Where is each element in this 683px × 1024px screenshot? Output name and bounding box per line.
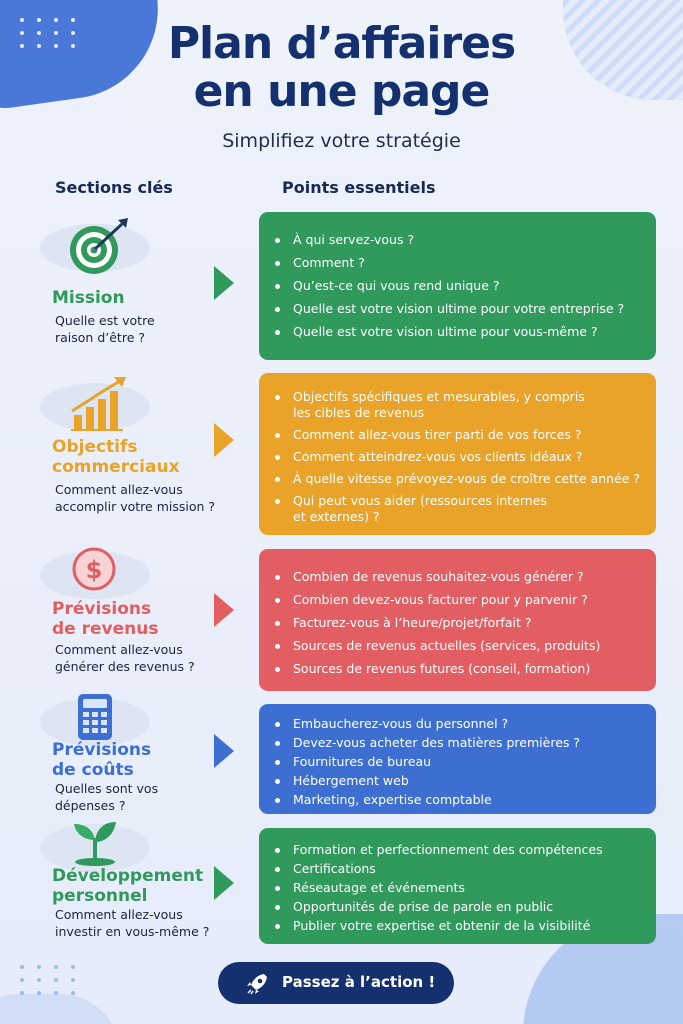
target-icon: [68, 216, 132, 278]
revenus-question: Comment allez-vous générer des revenus ?: [55, 642, 195, 674]
column-heading-points: Points essentiels: [282, 178, 436, 197]
page-subtitle: Simplifiez votre stratégie: [222, 130, 461, 152]
list-item: Sources de revenus futures (conseil, formation): [275, 661, 644, 677]
mission-card: [259, 212, 656, 360]
developpement-card: [259, 828, 656, 944]
rocket-icon: [244, 971, 270, 997]
dollar-coin-icon: [68, 543, 132, 605]
mission-points: [275, 232, 644, 340]
objectifs-arrow-icon: [214, 423, 234, 457]
objectifs-title: Objectifs commerciaux: [52, 437, 180, 477]
list-item: Quelle est votre vision ultime pour votre entreprise ?: [275, 301, 644, 317]
svg-text:$: $: [85, 556, 103, 584]
list-item: Embaucherez-vous du personnel ?: [275, 716, 644, 732]
list-item: Marketing, expertise comptable: [275, 792, 644, 808]
list-item: Fournitures de bureau: [275, 754, 644, 770]
call-to-action-button[interactable]: [218, 962, 454, 1004]
title-line-2: en une page: [193, 66, 490, 117]
developpement-points: [275, 842, 644, 934]
mission-arrow-icon: [214, 266, 234, 300]
title-line-1: Plan d’affaires: [167, 18, 516, 69]
page-title: [0, 20, 683, 116]
call-to-action-label: Passez à l’action !: [282, 973, 436, 991]
list-item: Qui peut vous aider (ressources internes et externes) ?: [275, 493, 644, 525]
growth-chart-icon: [68, 375, 132, 437]
mission-title: Mission: [52, 288, 125, 308]
mission-question: Quelle est votre raison d’être ?: [55, 313, 155, 345]
list-item: Comment atteindrez-vous vos clients idéaux ?: [275, 449, 644, 465]
list-item: Quelle est votre vision ultime pour vous-même ?: [275, 324, 644, 340]
list-item: Objectifs spécifiques et mesurables, y compris les cibles de revenus: [275, 389, 644, 421]
developpement-arrow-icon: [214, 866, 234, 900]
list-item: Qu’est-ce qui vous rend unique ?: [275, 278, 644, 294]
list-item: Hébergement web: [275, 773, 644, 789]
list-item: Combien de revenus souhaitez-vous générer ?: [275, 569, 644, 585]
list-item: À qui servez-vous ?: [275, 232, 644, 248]
revenus-title: Prévisions de revenus: [52, 599, 159, 639]
objectifs-points: [275, 389, 644, 525]
developpement-title: Développement personnel: [52, 866, 204, 906]
list-item: À quelle vitesse prévoyez-vous de croître cette année ?: [275, 471, 644, 487]
list-item: Certifications: [275, 861, 644, 877]
list-item: Réseautage et événements: [275, 880, 644, 896]
list-item: Combien devez-vous facturer pour y parvenir ?: [275, 592, 644, 608]
mission-icon-wrap: [40, 216, 160, 278]
list-item: Comment ?: [275, 255, 644, 271]
column-heading-sections: Sections clés: [55, 178, 173, 197]
revenus-icon-wrap: [40, 543, 160, 605]
objectifs-question: Comment allez-vous accomplir votre mission ?: [55, 482, 216, 514]
list-item: Formation et perfectionnement des compétences: [275, 842, 644, 858]
decorative-blob-bottom-left: [0, 994, 120, 1024]
list-item: Publier votre expertise et obtenir de la visibilité: [275, 918, 644, 934]
couts-title: Prévisions de coûts: [52, 740, 152, 780]
list-item: Sources de revenus actuelles (services, produits): [275, 638, 644, 654]
decorative-dots-bottom-left: [20, 965, 79, 995]
list-item: Devez-vous acheter des matières premières ?: [275, 735, 644, 751]
couts-card: [259, 704, 656, 814]
revenus-card: [259, 549, 656, 691]
couts-points: [275, 716, 644, 808]
list-item: Facturez-vous à l’heure/projet/forfait ?: [275, 615, 644, 631]
objectifs-icon-wrap: [40, 375, 160, 437]
revenus-arrow-icon: [214, 593, 234, 627]
objectifs-card: [259, 373, 656, 535]
couts-arrow-icon: [214, 734, 234, 768]
list-item: Opportunités de prise de parole en public: [275, 899, 644, 915]
list-item: Comment allez-vous tirer parti de vos forces ?: [275, 427, 644, 443]
revenus-points: [275, 569, 644, 677]
developpement-question: Comment allez-vous investir en vous-même ?: [55, 907, 210, 939]
couts-question: Quelles sont vos dépenses ?: [55, 781, 159, 813]
